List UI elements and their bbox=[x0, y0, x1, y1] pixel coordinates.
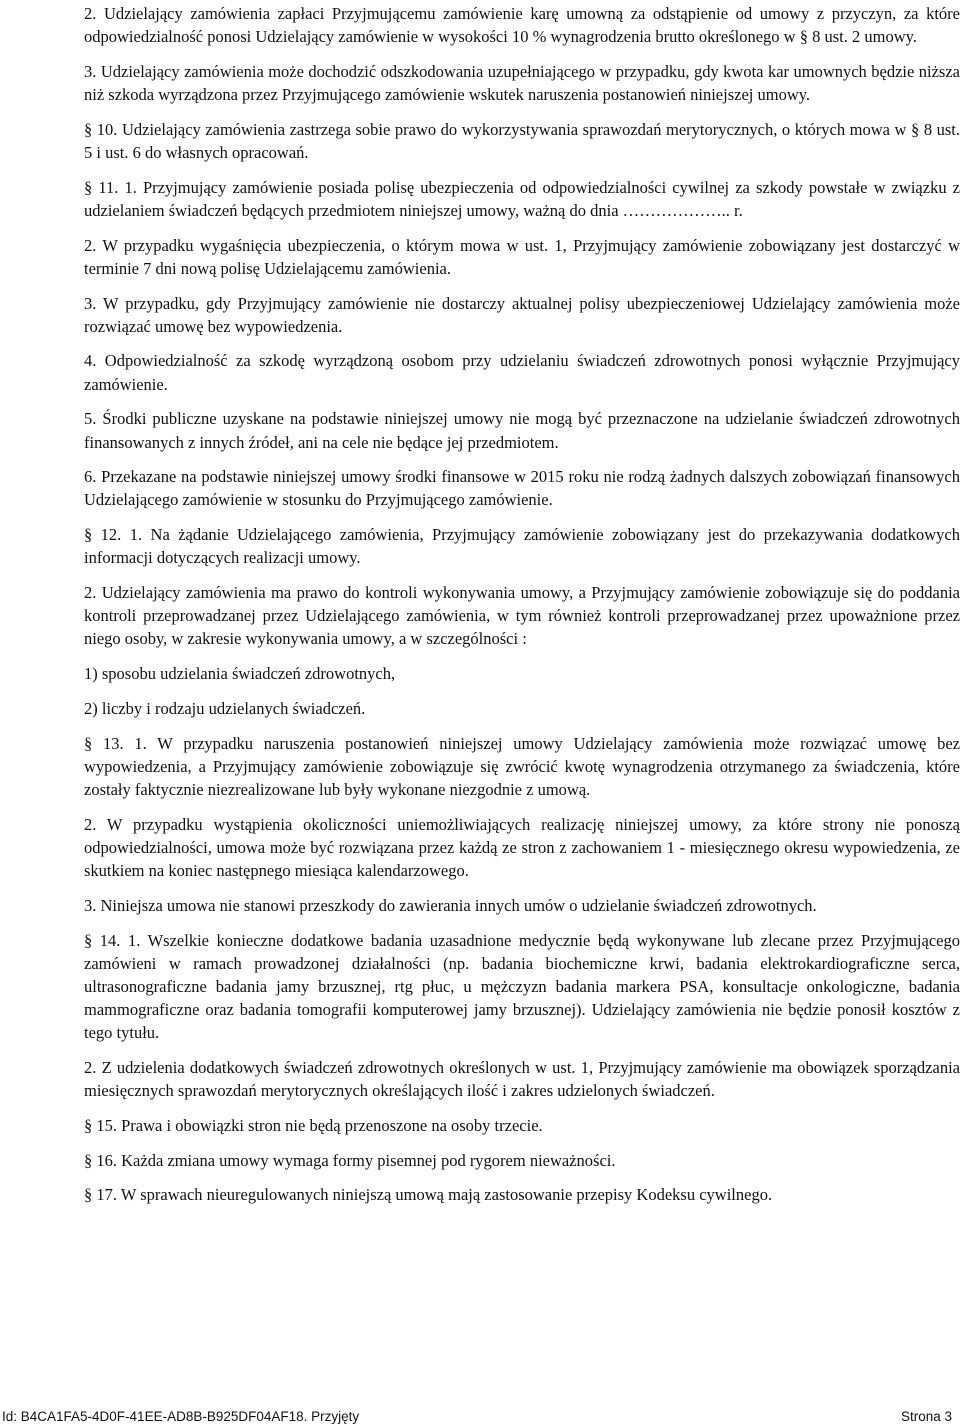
paragraph: § 12. 1. Na żądanie Udzielającego zamówienia, Przyjmujący zamówienie zobowiązany jest do przekazywania dodatkowych informacji dotyczących realizacji umowy. bbox=[84, 525, 960, 568]
paragraph: 3. Niniejsza umowa nie stanowi przeszkody do zawierania innych umów o udzielanie świadczeń zdrowotnych. bbox=[84, 895, 817, 915]
paragraph: 2. Udzielający zamówienia zapłaci Przyjmującemu zamówienie karę umowną za odstąpienie od umowy z przyczyn, za które odpowiedzialność ponosi Udzielający zamówienie w wysokości 10 % wynagrodzenia brutto określonego w § 8 ust. 2 umowy. bbox=[84, 4, 960, 47]
paragraph: 2. Z udzielenia dodatkowych świadczeń zdrowotnych określonych w ust. 1, Przyjmujący zamówienie ma obowiązek sporządzania miesięcznych sprawozdań merytorycznych określających ilość i zakres udzielonych świadczeń. bbox=[84, 1058, 960, 1101]
paragraph: § 13. 1. W przypadku naruszenia postanowień niniejszej umowy Udzielający zamówienia może rozwiązać umowę bez wypowiedzenia, a Przyjmujący zamówienie zobowiązuje się zwrócić kwotę wynagrodzenia otrzymanego za świadczenia, które zostały faktycznie niezrealizowane lub były wykonane niezgodnie z umową. bbox=[84, 733, 960, 799]
paragraph: 2. W przypadku wygaśnięcia ubezpieczenia, o którym mowa w ust. 1, Przyjmujący zamówienie zobowiązany jest dostarczyć w terminie 7 dni nową polisę Udzielającemu zamówienia. bbox=[84, 235, 960, 278]
paragraph: § 14. 1. Wszelkie konieczne dodatkowe badania uzasadnione medycznie będą wykonywane lub zlecane przez Przyjmującego zamówieni w ramach prowadzonej działalności (np. badania biochemiczne krwi, badania elektrokardiograficzne serca, ultrasonograficzne badania jamy brzusznej, rtg płuc, u mężczyzn badania markera PSA, konsultacje onkologiczne, badania mammograficzne oraz badania tomografii komputerowej jamy brzusznej). Udzielający zamówienia nie będzie ponosił kosztów z tego tytułu. bbox=[84, 930, 960, 1043]
paragraph: § 11. 1. Przyjmujący zamówienie posiada polisę ubezpieczenia od odpowiedzialności cywilnej za szkody powstałe w związku z udzielaniem świadczeń będących przedmiotem niniejszej umowy, ważną do dnia ……………….. r. bbox=[84, 177, 960, 220]
paragraph: § 17. W sprawach nieuregulowanych niniejszą umową mają zastosowanie przepisy Kodeksu cywilnego. bbox=[84, 1185, 773, 1205]
paragraph: 2. Udzielający zamówienia ma prawo do kontroli wykonywania umowy, a Przyjmujący zamówienie zobowiązuje się do poddania kontroli przeprowadzanej przez Udzielającego zamówienia, w tym również kontroli przeprowadzanej przez upoważnione przez niego osoby, w zakresie wykonywania umowy, a w szczególności : bbox=[84, 583, 960, 649]
paragraph: § 10. Udzielający zamówienia zastrzega sobie prawo do wykorzystywania sprawozdań merytorycznych, o których mowa w § 8 ust. 5 i ust. 6 do własnych opracowań. bbox=[84, 119, 960, 163]
paragraph: 3. Udzielający zamówienia może dochodzić odszkodowania uzupełniającego w przypadku, gdy kwota kar umownych będzie niższa niż szkoda wyrządzona przez Przyjmującego zamówienie wskutek naruszenia postanowień niniejszej umowy. bbox=[84, 61, 960, 105]
paragraph: 3. W przypadku, gdy Przyjmujący zamówienie nie dostarczy aktualnej polisy ubezpieczeniowej Udzielający zamówienia może rozwiązać umowę bez wypowiedzenia. bbox=[84, 293, 960, 336]
paragraph: § 15. Prawa i obowiązki stron nie będą przenoszone na osoby trzecie. bbox=[84, 1115, 543, 1135]
paragraph: § 16. Każda zmiana umowy wymaga formy pisemnej pod rygorem nieważności. bbox=[84, 1150, 616, 1170]
document-body bbox=[84, 2, 960, 1218]
list-item: 1) sposobu udzielania świadczeń zdrowotnych, bbox=[84, 664, 396, 684]
document-id: Id: B4CA1FA5-4D0F-41EE-AD8B-B925DF04AF18. Przyjęty bbox=[2, 1409, 360, 1424]
paragraph: 2. W przypadku wystąpienia okoliczności uniemożliwiających realizację niniejszej umowy, za które strony nie ponoszą odpowiedzialności, umowa może być rozwiązana przez każdą ze stron z zachowaniem 1 - miesięcznego okresu wypowiedzenia, ze skutkiem na koniec następnego miesiąca kalendarzowego. bbox=[84, 814, 960, 881]
paragraph: 6. Przekazane na podstawie niniejszej umowy środki finansowe w 2015 roku nie rodzą żadnych dalszych zobowiązań finansowych Udzielającego zamówienie w stosunku do Przyjmującego zamówienie. bbox=[84, 467, 960, 510]
page-number: Strona 3 bbox=[900, 1409, 952, 1424]
page-footer bbox=[0, 1406, 960, 1428]
list-item: 2) liczby i rodzaju udzielanych świadczeń. bbox=[84, 698, 366, 718]
paragraph: 5. Środki publiczne uzyskane na podstawie niniejszej umowy nie mogą być przeznaczone na udzielanie świadczeń zdrowotnych finansowanych z innych źródeł, ani na cele nie będące jej przedmiotem. bbox=[84, 409, 960, 452]
paragraph: 4. Odpowiedzialność za szkodę wyrządzoną osobom przy udzielaniu świadczeń zdrowotnych ponosi wyłącznie Przyjmujący zamówienie. bbox=[84, 351, 960, 394]
